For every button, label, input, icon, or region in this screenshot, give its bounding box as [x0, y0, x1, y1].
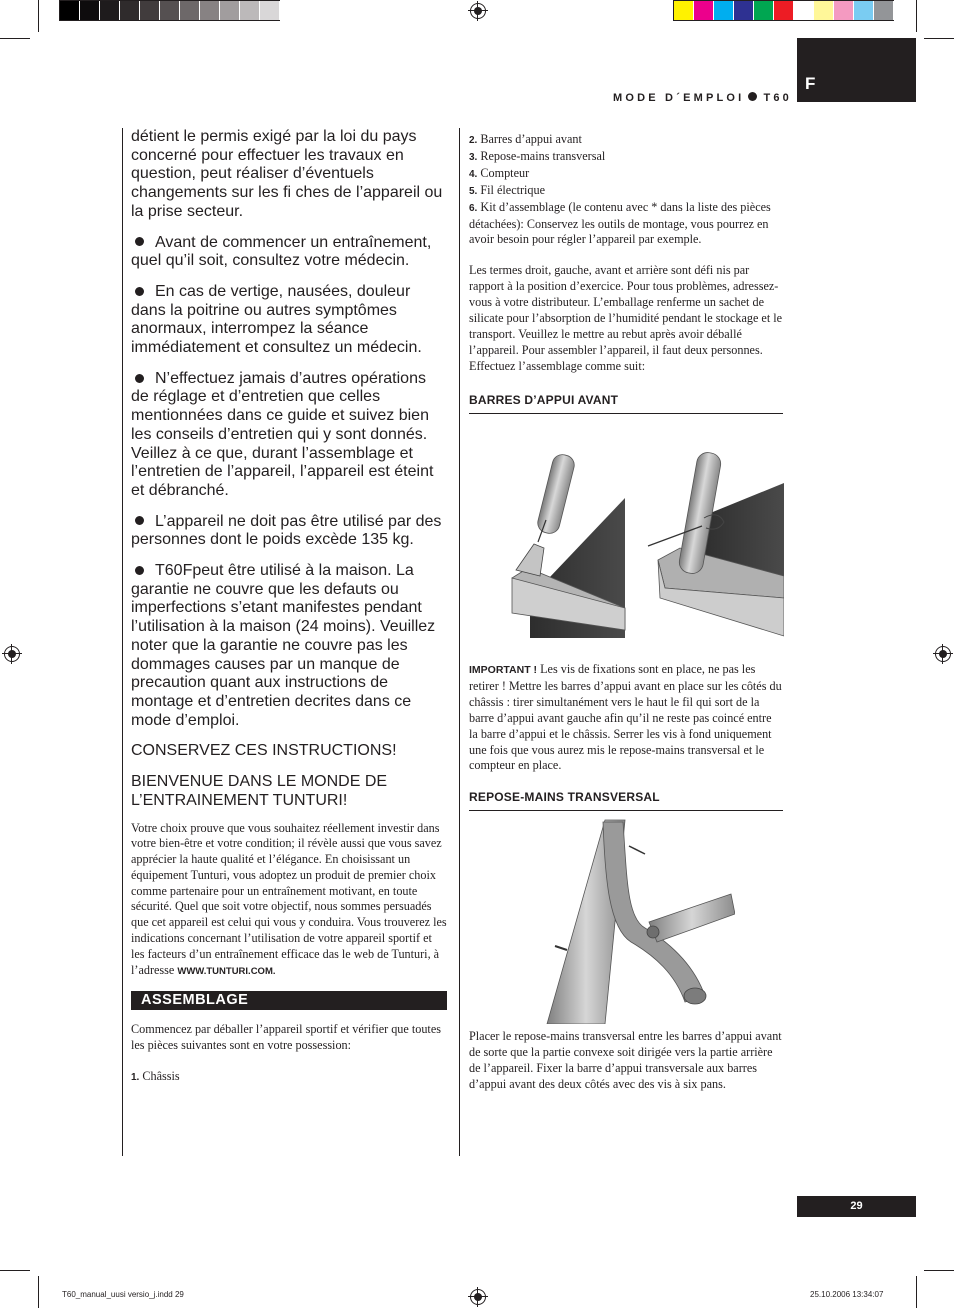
color-swatch	[754, 1, 774, 20]
bullet-paragraph: T60Fpeut être utilisé à la maison. La garantie ne couvre que les defauts ou imperfections s’etant manifestes pendant l’utilisation à la maison (24 moins). Veuillez noter que la garantie ne couvre pas les dommages causes par un manque de precaution quant aux instructions de montage et d’entretien decrites dans ce mode d’emploi.	[131, 562, 436, 729]
registration-mark-icon	[4, 646, 20, 662]
bullet-icon	[135, 374, 144, 383]
bullet-paragraph: Avant de commencer un entraînement, quel qu’il soit, consultez votre médecin.	[131, 233, 432, 270]
bullet-icon	[135, 516, 144, 525]
color-swatch	[854, 1, 874, 20]
color-swatch	[200, 1, 220, 20]
gray-color-bar	[59, 0, 280, 21]
parts-list-item: 4. Compteur	[469, 165, 530, 180]
bullet-icon	[135, 287, 144, 296]
welcome-heading: BIENVENUE DANS LE MONDE DE L’ENTRAINEMENT TUNTURI!	[131, 773, 388, 809]
color-swatch	[674, 1, 694, 20]
bullet-icon	[135, 237, 144, 246]
front-handlebar-illustration	[470, 448, 784, 638]
parts-list-item: 3. Repose-mains transversal	[469, 148, 606, 163]
color-swatch	[60, 1, 80, 20]
bullet-icon	[748, 92, 757, 101]
color-swatch	[240, 1, 260, 20]
manual-title: MODE D´EMPLOI	[613, 92, 745, 104]
parts-list-item: 6. Kit d’assemblage (le contenu avec * dans la liste des pièces détachées): Conservez les outils de montage, vous pourrez en avoir besoin pour régler l’appareil par exemple.	[469, 199, 771, 247]
left-column-rule	[122, 128, 123, 1156]
process-color-bar	[673, 0, 894, 21]
color-swatch	[160, 1, 180, 20]
website-url: WWW.TUNTURI.COM.	[177, 965, 276, 977]
color-swatch	[260, 1, 280, 20]
registration-mark-icon	[935, 646, 951, 662]
registration-mark-icon	[470, 3, 486, 19]
color-swatch	[834, 1, 854, 20]
front-handlebars-heading: BARRES D’APPUI AVANT	[469, 393, 783, 414]
date-slug: 25.10.2006 13:34:07	[810, 1290, 884, 1299]
bullet-paragraph: N’effectuez jamais d’autres opérations de réglage et d’entretien que celles mentionnées dans ce guide et suivez bien les conseils d’entretien qui y sont donnés. Veillez à ce que, durant l’assemblage et l’entretien de l’appareil, l’appareil est éteint et débranché.	[131, 369, 434, 499]
color-swatch	[814, 1, 834, 20]
color-swatch	[140, 1, 160, 20]
bullet-paragraph: L’appareil ne doit pas être utilisé par des personnes dont le poids excède 135 kg.	[131, 512, 442, 549]
important-label: IMPORTANT !	[469, 664, 538, 676]
left-column	[131, 128, 447, 1086]
welcome-text: Votre choix prouve que vous souhaitez réellement investir dans votre bien-être et votre condition; il révèle aussi que vous savez apprécier la haute qualité et l’élégance. En choisissant un équipement Tunturi, vous adoptez un produit de premier choix comme partenaire pour un entraînement motivant, en toute sécurité. Quel que soit votre objectif, nous sommes persuadés que cet appareil est celui qui vous y conduira. Vous trouverez les indications concernant l’utilisation de votre appareil sportif et les facteurs d’un entraînement efficace das le web de Tunturi, à l’adresse WWW.TUNTURI.COM.	[131, 820, 447, 977]
color-swatch	[180, 1, 200, 20]
parts-list-item: 1. Châssis	[131, 1069, 180, 1084]
color-swatch	[694, 1, 714, 20]
handrail-heading: REPOSE-MAINS TRANSVERSAL	[469, 790, 783, 811]
bullet-paragraph: En cas de vertige, nausées, douleur dans la poitrine ou autres symptômes anormaux, interrompez la séance immédiatement et consultez un médecin.	[131, 282, 422, 357]
color-swatch	[874, 1, 894, 20]
language-tab	[797, 38, 916, 102]
important-note: IMPORTANT ! Les vis de fixations sont en place, ne pas les retirer ! Mettre les barres d’appui avant en place sur les côtés du châssis : tirer simultanément vers le haut le fil qui sort de la barre d’appui avant gauche afin qu’il ne reste pas coincé entre la barre d’appui et le châssis. Serrer les vis à fond uniquement une fois que vous aurez mis le repose-mains transversal et le compteur en place.	[469, 662, 782, 773]
assembly-heading: ASSEMBLAGE	[131, 991, 447, 1010]
conserve-instructions: CONSERVEZ CES INSTRUCTIONS!	[131, 742, 397, 760]
center-column-rule	[459, 128, 460, 1156]
running-head	[580, 92, 792, 104]
paragraph: détient le permis exigé par la loi du pays concerné pour effectuer les travaux en question, peut réaliser d’éventuels changements sur les fi ches de l’appareil ou la prise secteur.	[131, 128, 443, 220]
color-swatch	[794, 1, 814, 20]
page-number: 29	[797, 1196, 916, 1217]
bullet-icon	[135, 566, 144, 575]
model-name: T60	[763, 92, 792, 104]
color-swatch	[220, 1, 240, 20]
language-letter: F	[805, 74, 816, 93]
file-slug: T60_manual_uusi versio_j.indd 29	[62, 1290, 184, 1299]
parts-list-item: 5. Fil électrique	[469, 182, 546, 197]
handrail-instructions: Placer le repose-mains transversal entre les barres d’appui avant de sorte que la partie convexe soit dirigée vers la partie arrière de l’appareil. Fixer la barre d’appui transversale aux barres d’appui avant des deux côtés avec des vis à six pans.	[469, 1029, 782, 1091]
registration-mark-icon	[470, 1289, 486, 1305]
color-swatch	[80, 1, 100, 20]
color-swatch	[774, 1, 794, 20]
color-swatch	[100, 1, 120, 20]
color-swatch	[714, 1, 734, 20]
transversal-handrail-illustration	[545, 818, 735, 1024]
terms-paragraph: Les termes droit, gauche, avant et arrière sont défi nis par rapport à la position d’exercice. Pour tous problèmes, adressez-vous à votre distributeur. L’emballage renferme un sachet de silicate pour l’absorption de l’humidité pendant le stockage et le transport. Veuillez le mettre au rebut après avoir déballé l’appareil. Pour assembler l’appareil, il faut deux personnes. Effectuez l’assemblage comme suit:	[469, 263, 783, 373]
parts-list-item: 2. Barres d’appui avant	[469, 132, 582, 146]
color-swatch	[120, 1, 140, 20]
right-column	[469, 132, 783, 414]
assembly-intro: Commencez par déballer l’appareil sportif et vérifier que toutes les pièces suivantes sont en votre possession:	[131, 1022, 441, 1053]
color-swatch	[734, 1, 754, 20]
